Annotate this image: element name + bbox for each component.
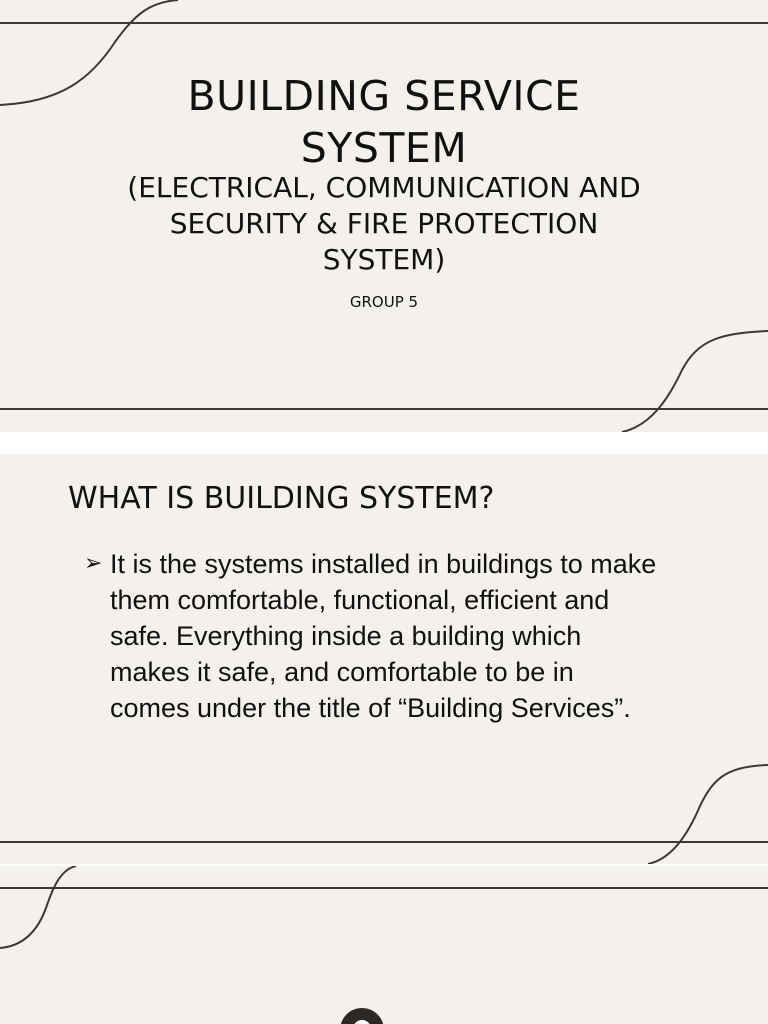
bullet-line: It is the systems installed in buildings to make bbox=[110, 549, 657, 579]
bottom-right-curve bbox=[648, 765, 768, 864]
subtitle-line: (ELECTRICAL, COMMUNICATION AND bbox=[127, 171, 641, 204]
subtitle-line: SYSTEM) bbox=[322, 243, 446, 276]
slide-title-text bbox=[0, 70, 768, 174]
bullet-text bbox=[110, 546, 656, 726]
arrow-bullet-icon: ➢ bbox=[84, 551, 103, 576]
slide-heading: WHAT IS BUILDING SYSTEM? bbox=[68, 481, 495, 516]
slide-definition[interactable] bbox=[0, 454, 768, 864]
bullet-point bbox=[84, 546, 744, 726]
bullet-line: comes under the title of “Building Services”. bbox=[110, 693, 631, 723]
bullet-line: makes it safe, and comfortable to be in bbox=[110, 657, 574, 687]
slide-next-partial[interactable] bbox=[0, 866, 768, 1024]
title-line: BUILDING SERVICE bbox=[187, 72, 581, 120]
group-label: GROUP 5 bbox=[349, 293, 419, 311]
decorative-curves bbox=[0, 866, 768, 1024]
left-curve bbox=[0, 866, 76, 948]
slide-title[interactable] bbox=[0, 0, 768, 432]
bullet-line: them comfortable, functional, efficient and bbox=[110, 585, 610, 615]
title-line: SYSTEM bbox=[300, 124, 468, 172]
subtitle-line: SECURITY & FIRE PROTECTION bbox=[169, 207, 599, 240]
slide-subtitle bbox=[0, 170, 768, 278]
bottom-right-curve bbox=[622, 331, 768, 432]
bullet-line: safe. Everything inside a building which bbox=[110, 621, 582, 651]
